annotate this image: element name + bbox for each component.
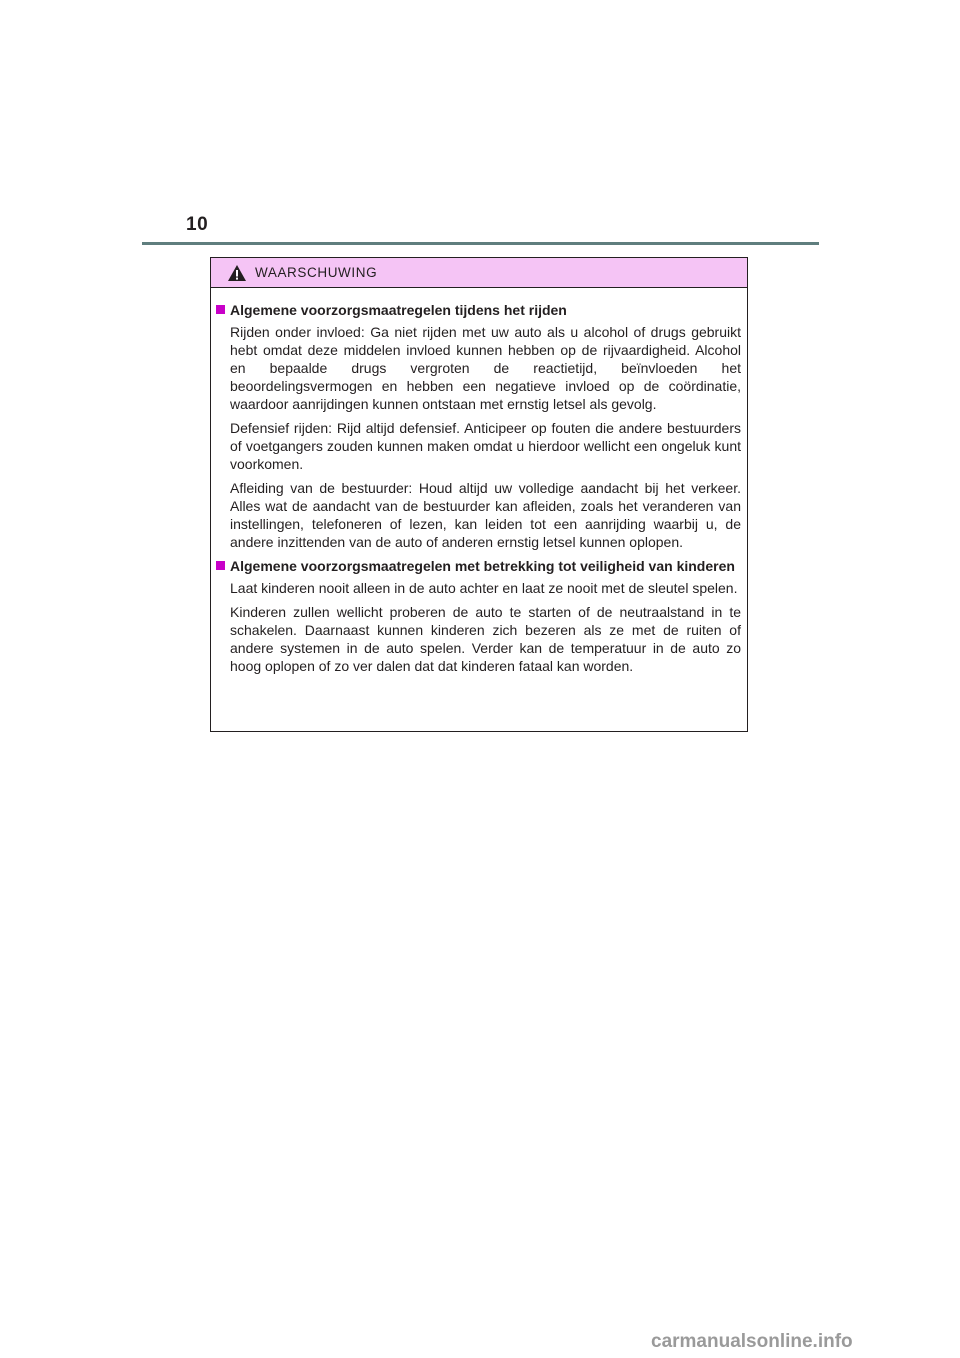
paragraph-driving-under-influence: Rijden onder invloed: Ga niet rijden met uw auto als u alcohol of drugs gebruikt hebt omdat deze middelen invloed kunnen hebben op de rijvaardigheid. Alcohol en bepaalde drugs vergroten de reactietijd, beïnvloeden het beoordelingsvermogen en hebben een negatieve invloed op de coördinatie, waardoor aanrijdingen kunnen ontstaan met ernstig letsel als gevolg. — [230, 324, 741, 412]
page-number: 10 — [186, 214, 209, 235]
warning-triangle-icon — [227, 264, 247, 282]
warning-title: WAARSCHUWING — [255, 265, 378, 280]
section-heading — [216, 301, 741, 319]
square-bullet-icon — [216, 561, 225, 570]
section-driving-precautions — [216, 301, 741, 551]
square-bullet-icon — [216, 305, 225, 314]
watermark: carmanualsonline.info — [651, 1331, 853, 1352]
warning-box — [210, 257, 748, 732]
section-child-safety — [216, 557, 741, 675]
section-heading-text: Algemene voorzorgsmaatregelen met betrekking tot veiligheid van kinderen — [230, 558, 735, 574]
section-heading-text: Algemene voorzorgsmaatregelen tijdens het rijden — [230, 302, 567, 318]
paragraph-children-risks: Kinderen zullen wellicht proberen de auto te starten of de neutraalstand in te schakelen. Daarnaast kunnen kinderen zich bezeren als ze met de ruiten of andere systemen in de auto spelen. Verder kan de temperatuur in de auto zo hoog oplopen of zo ver dalen dat dat kinderen fataal kan worden. — [230, 604, 741, 674]
warning-header — [211, 258, 747, 288]
paragraph-driver-distraction: Afleiding van de bestuurder: Houd altijd uw volledige aandacht bij het verkeer. Alles wat de aandacht van de bestuurder kan afleiden, zoals het veranderen van instellingen, telefoneren of lezen, kan leiden tot een aanrijding waarbij u, de andere inzittenden van de auto of anderen ernstig letsel kunnen oplopen. — [230, 480, 741, 550]
paragraph-children-alone: Laat kinderen nooit alleen in de auto achter en laat ze nooit met de sleutel spelen. — [230, 580, 738, 596]
section-heading — [216, 557, 741, 575]
header-rule — [142, 242, 819, 245]
warning-body — [211, 288, 747, 675]
paragraph-defensive-driving: Defensief rijden: Rijd altijd defensief. Anticipeer op fouten die andere bestuurders of voetgangers zouden kunnen maken omdat u hierdoor wellicht een ongeluk kunt voorkomen. — [230, 420, 741, 472]
